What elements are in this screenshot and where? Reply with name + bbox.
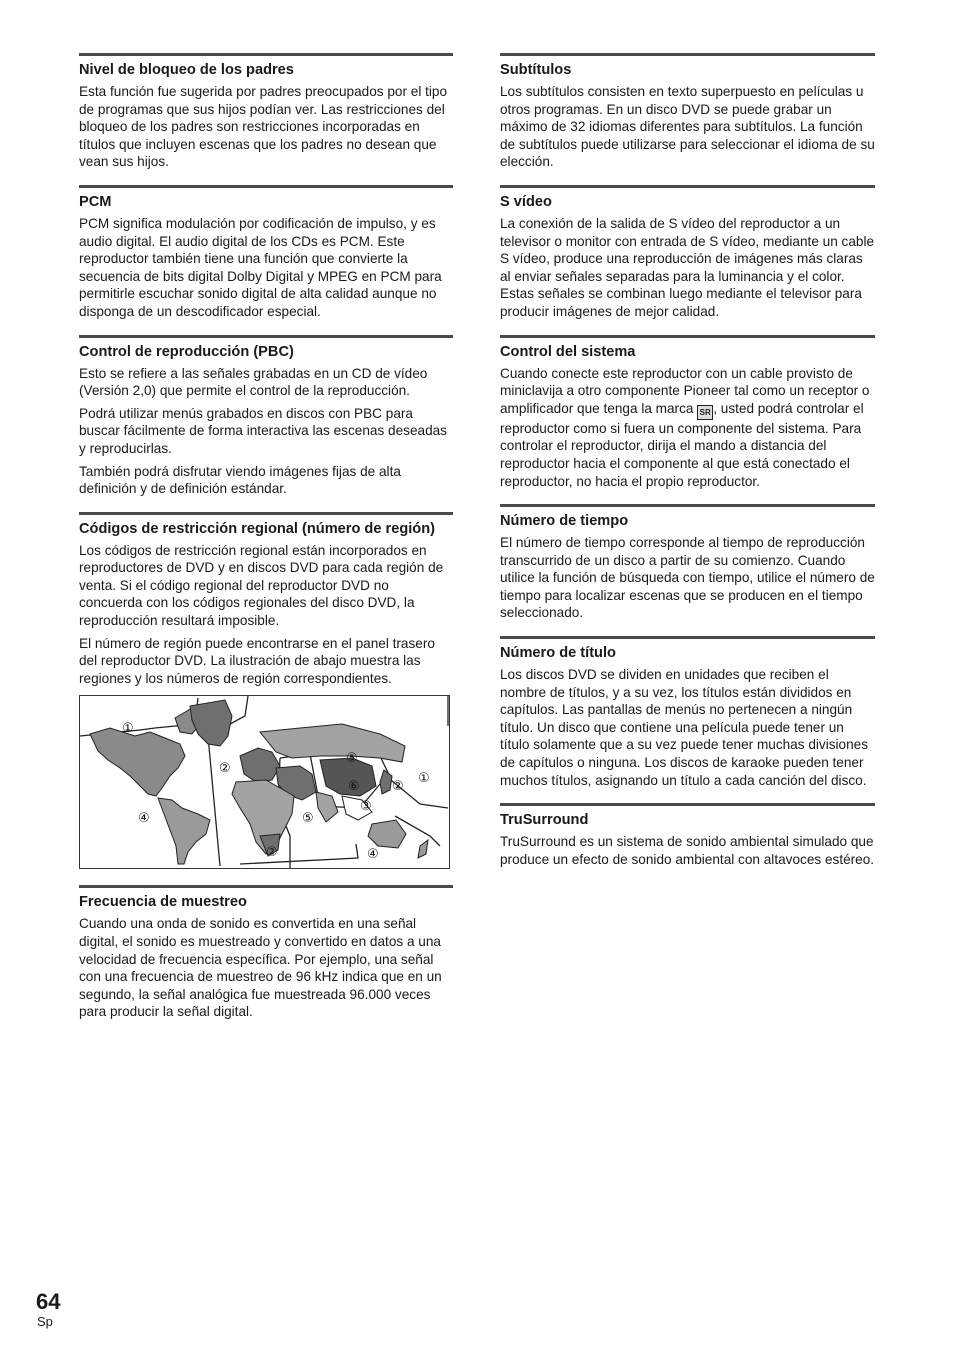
section-title: S vídeo	[500, 193, 552, 210]
sr-mark-icon: SR	[697, 405, 713, 420]
boundary-line	[208, 736, 220, 866]
region-map-drawing	[80, 696, 449, 868]
region-label-2: ②	[219, 761, 231, 777]
region-label-5b: ⑤	[302, 811, 314, 827]
section-pbc	[79, 335, 453, 498]
section-title: Número de tiempo	[500, 513, 629, 530]
landmass-western-europe	[240, 748, 280, 782]
paragraph	[500, 365, 875, 491]
boundary-line	[240, 844, 358, 864]
landmass-australia	[368, 820, 406, 848]
paragraph: Cuando una onda de sonido es convertida en una señal digital, el sonido es muestreado y convertido en datos a una velocidad de frecuencia específica. Por ejemplo, una señal con una frecuencia de muestreo de 96 kHz indica que en un segundo, la señal analógica fue muestreada 96.000 veces para producir la señal digital.	[79, 916, 442, 1020]
paragraph: TruSurround es un sistema de sonido ambiental simulado que produce un efecto de sonido ambiental con altavoces estéreo.	[500, 834, 875, 867]
landmass-europe	[190, 700, 232, 746]
right-column	[500, 53, 875, 882]
paragraph: Los discos DVD se dividen en unidades que reciben el nombre de títulos, y a su vez, los títulos están divididos en capítulos. Las pantallas de menús no pertenecen a ningún título. Un disco que contiene una película puede tener un título solamente que a su vez puede tener muchas divisiones de capítulos o ninguna. Los discos de karaoke pueden tener muchos títulos, asignando un título a cada canción del disco.	[500, 667, 869, 788]
section-title: Códigos de restricción regional (número de región)	[79, 520, 435, 537]
section-trusurround	[500, 803, 875, 868]
paragraph: El número de región puede encontrarse en el panel trasero del reproductor DVD. La ilustración de abajo muestra las regiones y los números de región correspondientes.	[79, 635, 435, 686]
landmass-north-america	[90, 728, 185, 796]
section-time-number	[500, 504, 875, 622]
landmass-india	[316, 792, 338, 822]
region-label-2c: ②	[266, 845, 278, 861]
landmass-russia	[260, 724, 405, 762]
paragraph: Podrá utilizar menús grabados en discos con PBC para buscar fácilmente de forma interactiva las escenas deseadas y reproducirlas.	[79, 405, 447, 456]
section-title: Control del sistema	[500, 343, 636, 360]
paragraph: Esta función fue sugerida por padres preocupados por el tipo de programas que sus hijos podían ver. Las restricciones del bloqueo de los padres son restricciones incorporadas en títulos que incluyen escenas que los padres no desean que vean sus hijos.	[79, 84, 448, 170]
region-label-5: ⑤	[346, 751, 358, 767]
section-subtitles	[500, 53, 875, 171]
paragraph-part: , usted podrá controlar el reproductor como si fuera un componente del sistema. Para controlar el reproductor, dirija el mando a distancia del reproductor hacia el componente al que está conectado el reproductor, no hacia el propio reproductor.	[500, 400, 864, 489]
section-title: Número de título	[500, 645, 616, 662]
landmass-new-zealand	[418, 840, 428, 858]
region-label-1b: ①	[418, 771, 430, 787]
landmass-japan	[380, 770, 392, 794]
region-label-1: ①	[122, 721, 134, 737]
region-label-3: ③	[360, 799, 372, 815]
section-s-video	[500, 185, 875, 321]
paragraph: PCM significa modulación por codificación de impulso, y es audio digital. El audio digital de los CDs es PCM. Este reproductor también tiene una función que convierte la secuencia de bits digital Dolby Digital y MPEG en PCM para permitirle escuchar sonido digital de alta calidad aunque no disponga de un descodificador especial.	[79, 215, 442, 319]
section-pcm	[79, 185, 453, 321]
section-title: Control de reproducción (PBC)	[79, 343, 294, 360]
region-label-2b: ②	[392, 779, 404, 795]
paragraph: Los códigos de restricción regional están incorporados en reproductores de DVD y en discos DVD para cada región de venta. Si el código regional del reproductor DVD no concuerda con los códigos regionales del disco DVD, la reproducción resultará imposible.	[79, 542, 444, 629]
section-title: TruSurround	[500, 812, 589, 829]
section-title: Nivel de bloqueo de los padres	[79, 62, 294, 78]
region-label-4b: ④	[367, 847, 379, 863]
region-label-4: ④	[138, 811, 150, 827]
left-column	[79, 53, 453, 1035]
region-label-6: ⑥	[348, 779, 360, 795]
section-region-codes	[79, 512, 453, 870]
page-number: 64	[36, 1289, 61, 1314]
landmass-south-america	[158, 798, 210, 864]
section-title: Frecuencia de muestreo	[79, 894, 247, 911]
section-sampling-frequency	[79, 885, 453, 1021]
section-title-number	[500, 636, 875, 789]
paragraph-part: Cuando conecte este reproductor con un cable provisto de miniclavija a otro componente Pioneer tal como un receptor o amplificador que tenga la marca	[500, 365, 870, 416]
paragraph: Esto se refiere a las señales grabadas en un CD de vídeo (Versión 2,0) que permite el control de la reproducción.	[79, 365, 428, 399]
section-system-control	[500, 335, 875, 491]
region-map	[79, 695, 450, 869]
paragraph: Los subtítulos consisten en texto superpuesto en películas u otros programas. En un disco DVD se puede grabar un máximo de 32 idiomas diferentes para subtítulos. La función de subtítulos puede utilizarse para seleccionar el idioma de su elección.	[500, 84, 875, 170]
section-title: PCM	[79, 193, 112, 210]
paragraph: También podrá disfrutar viendo imágenes fijas de alta definición y de definición estándar.	[79, 463, 401, 497]
paragraph: La conexión de la salida de S vídeo del reproductor a un televisor o monitor con entrada de S vídeo, mediante un cable S vídeo, produce una reproducción de imágenes más claras al enviar señales separadas para la luminancia y el color. Estas señales se combinan luego mediante el televisor para producir imágenes de mejor calidad.	[500, 215, 875, 319]
section-parental-lock	[79, 53, 453, 171]
paragraph: El número de tiempo corresponde al tiempo de reproducción transcurrido de un disco a partir de su comienzo. Cuando utilice la función de búsqueda con tiempo, utilice el número de tiempo para localizar escenas que se producen en el tiempo seleccionado.	[500, 535, 875, 621]
page-language: Sp	[37, 1314, 53, 1329]
section-title: Subtítulos	[500, 62, 572, 78]
